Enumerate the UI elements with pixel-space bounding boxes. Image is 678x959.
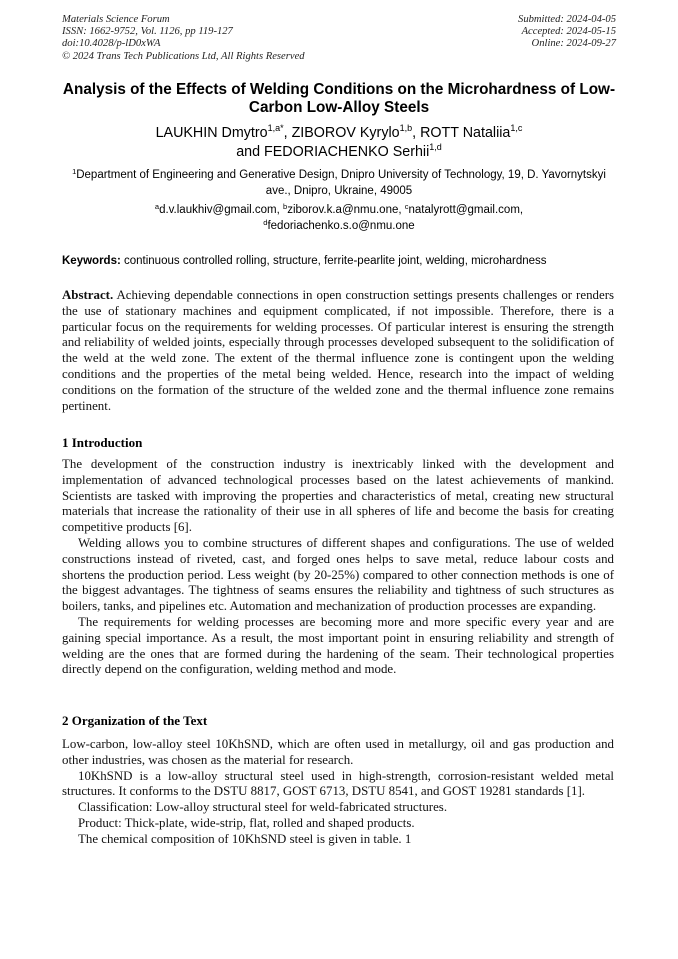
paragraph: Classification: Low-alloy structural steel for weld-fabricated structures. [78, 800, 448, 815]
abstract-text: Achieving dependable connections in open construction settings presents challenges or renders the use of stationary machines and equipment complicated, if not impossible. Therefore, there is a particular focus on the requirements for welding processes. Of particular interest is ensuring the strength and reliability of welded joints, especially through processes developed subsequent to the solidification of the weld at the weld zone. The extent of the thermal influence zone is contingent upon the welding conditions and the properties of the metal being welded. Hence, research into the impact of welding conditions on the formation of the structure of the welded zone and the thermal influence zone remains pertinent. [62, 288, 614, 413]
paragraph: The development of the construction industry is inextricably linked with the development and implementation of advanced technological processes based on the latest achievements of mankind. Scientists are tasked with improving the properties and characteristics of metal, creating new structural materials that increase the rationality of their use in all spheres of life and become the basis for creating competitive products [6]. [62, 457, 614, 535]
journal-doi: doi:10.4028/p-lD0xWA [62, 38, 161, 50]
affiliation-text: Department of Engineering and Generative Design, Dnipro University of Technology, 19, D. Yavornytskyi ave., Dnipro, Ukraine, 49005 [76, 169, 606, 197]
keywords [62, 254, 616, 269]
paragraph: Product: Thick-plate, wide-strip, flat, rolled and shaped products. [78, 815, 415, 830]
paragraph: 10KhSND is a low-alloy structural steel used in high-strength, corrosion-resistant welded metal structures. It conforms to the DSTU 8817, GOST 6713, DSTU 8541, and GOST 19281 standards [1]. [62, 768, 614, 799]
affiliation-superscript: 1 [72, 167, 77, 176]
abstract-paragraph [62, 288, 614, 414]
dates-header [518, 14, 616, 51]
affiliation [62, 168, 616, 199]
email-address: natalyrott@gmail.com [408, 204, 520, 216]
email-superscript: a [154, 202, 160, 211]
author-name: ROTT Nataliia [420, 125, 511, 141]
author-separator: and [236, 144, 265, 160]
journal-header [62, 14, 305, 63]
email-superscript: c [404, 202, 409, 211]
copyright-line: © 2024 Trans Tech Publications Ltd, All Rights Reserved [62, 50, 305, 62]
email-superscript: b [283, 202, 288, 211]
author-list [56, 124, 622, 162]
email-address: d.v.laukhiv@gmail.com [159, 204, 277, 216]
accepted-date: Accepted: 2024-05-15 [521, 26, 616, 38]
submitted-date: Submitted: 2024-04-05 [518, 14, 616, 25]
email-separator: , [398, 204, 405, 216]
keywords-text: continuous controlled rolling, structure, ferrite-pearlite joint, welding, microhardness [124, 255, 547, 267]
organization-body [62, 737, 614, 848]
email-separator: , [519, 204, 524, 216]
introduction-body [62, 457, 614, 678]
online-date: Online: 2024-09-27 [531, 38, 616, 50]
email-address: ziborov.k.a@nmu.one [287, 204, 399, 216]
author-name: ZIBOROV Kyrylo [291, 125, 400, 141]
author-superscript: 1,c [510, 123, 523, 133]
paragraph: Low-carbon, low-alloy steel 10KhSND, which are often used in metallurgy, oil and gas production and other industries, was chosen as the material for research. [62, 737, 614, 767]
email-superscript: d [263, 217, 268, 227]
author-superscript: 1,a* [267, 123, 284, 133]
keywords-label: Keywords: [62, 255, 121, 267]
section-heading-introduction: 1 Introduction [62, 435, 143, 450]
author-separator: , [283, 125, 292, 141]
email-list [62, 203, 616, 234]
paragraph: The chemical composition of 10KhSND steel is given in table. 1 [78, 831, 412, 846]
email-address: fedoriachenko.s.o@nmu.one [267, 219, 415, 232]
abstract [62, 288, 614, 414]
journal-issn: ISSN: 1662-9752, Vol. 1126, pp 119-127 [62, 26, 233, 38]
author-name: FEDORIACHENKO Serhii [264, 144, 430, 160]
journal-name: Materials Science Forum [62, 14, 170, 25]
paper-title: Analysis of the Effects of Welding Conditions on the Microhardness of Low-Carbon Low-Alloy Steels [62, 81, 616, 116]
paragraph: Welding allows you to combine structures of different shapes and configurations. The use of welded constructions instead of riveted, cast, and forged ones helps to save metal, reduce labour costs and shortens the production period. Less weight (by 20-25%) compared to other connection methods is one of the biggest advantages. The tightness of seams ensures the reliability and tightness of such structures as boilers, tanks, and pipelines etc. Automation and mechanization of production processes are expanding. [62, 535, 614, 614]
abstract-label: Abstract. [62, 288, 114, 302]
author-separator: , [412, 125, 421, 141]
email-separator: , [276, 204, 284, 216]
author-name: LAUKHIN Dmytro [155, 125, 268, 141]
paragraph: The requirements for welding processes are becoming more and more specific every year and are gaining special importance. As a result, the most important point in ensuring reliability and strength of welding are the ones that are formed during the hardening of the seam. Their technological properties directly depend on the configuration, welding method and mode. [62, 614, 614, 677]
section-heading-organization: 2 Organization of the Text [62, 713, 208, 728]
author-superscript: 1,b [399, 123, 413, 133]
author-superscript: 1,d [429, 142, 442, 152]
